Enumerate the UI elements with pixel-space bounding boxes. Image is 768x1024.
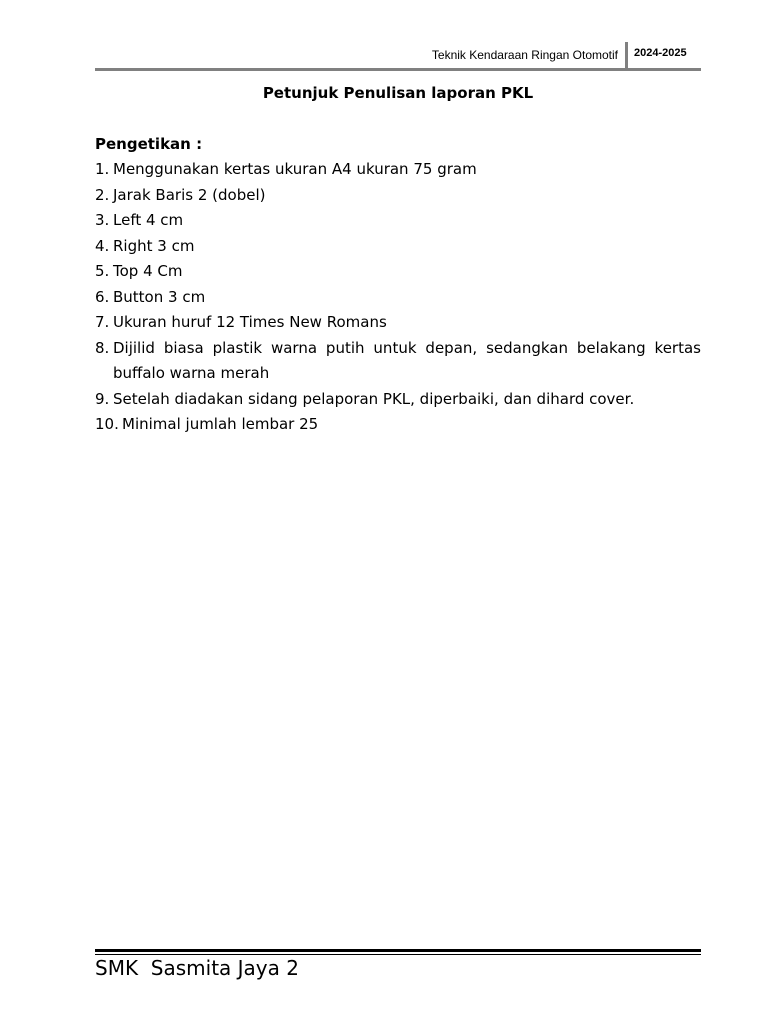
list-item [95, 310, 701, 336]
item-text: Right 3 cm [113, 236, 195, 255]
item-text: Button 3 cm [113, 287, 206, 306]
item-text: Menggunakan kertas ukuran A4 ukuran 75 gram [113, 160, 477, 178]
item-text: Jarak Baris 2 (dobel) [113, 185, 266, 204]
header-divider [625, 42, 628, 70]
item-number: 5. [95, 262, 110, 280]
list-item [95, 412, 701, 438]
footer-rule-thin [95, 954, 701, 955]
header-department: Teknik Kendaraan Ringan Otomotif [431, 48, 618, 62]
footer-rule-thick [95, 949, 701, 952]
document-title: Petunjuk Penulisan laporan PKL [262, 84, 534, 102]
item-number: 4. [95, 236, 110, 255]
item-text: Minimal jumlah lembar 25 [122, 415, 319, 433]
header-rule [95, 68, 701, 71]
item-number: 8. [95, 338, 110, 357]
item-text: Ukuran huruf 12 Times New Romans [113, 313, 387, 331]
item-number: 7. [95, 313, 110, 331]
list-item [95, 285, 701, 311]
item-text: Setelah diadakan sidang pelaporan PKL, diperbaiki, dan dihard cover. [113, 389, 635, 408]
list-item [95, 208, 701, 234]
item-text: Top 4 Cm [113, 262, 183, 280]
item-text: Dijilid biasa plastik warna putih untuk depan, sedangkan belakang kertas buffalo warna merah [113, 338, 701, 382]
item-text: Left 4 cm [113, 211, 184, 229]
header-year: 2024-2025 [634, 47, 687, 59]
item-number: 2. [95, 185, 110, 204]
page-header [95, 42, 701, 70]
item-number: 9. [95, 389, 110, 408]
item-number: 10. [95, 415, 119, 433]
item-number: 6. [95, 287, 110, 306]
section-heading: Pengetikan : [95, 135, 203, 153]
list-item [95, 234, 701, 260]
list-item [95, 336, 701, 387]
list-item [95, 183, 701, 209]
list-item [95, 157, 701, 183]
list-item [95, 259, 701, 285]
item-number: 1. [95, 160, 110, 178]
list-item [95, 387, 701, 413]
item-number: 3. [95, 211, 110, 229]
footer-school-name: SMK Sasmita Jaya 2 [95, 956, 299, 980]
instruction-list [95, 157, 701, 438]
